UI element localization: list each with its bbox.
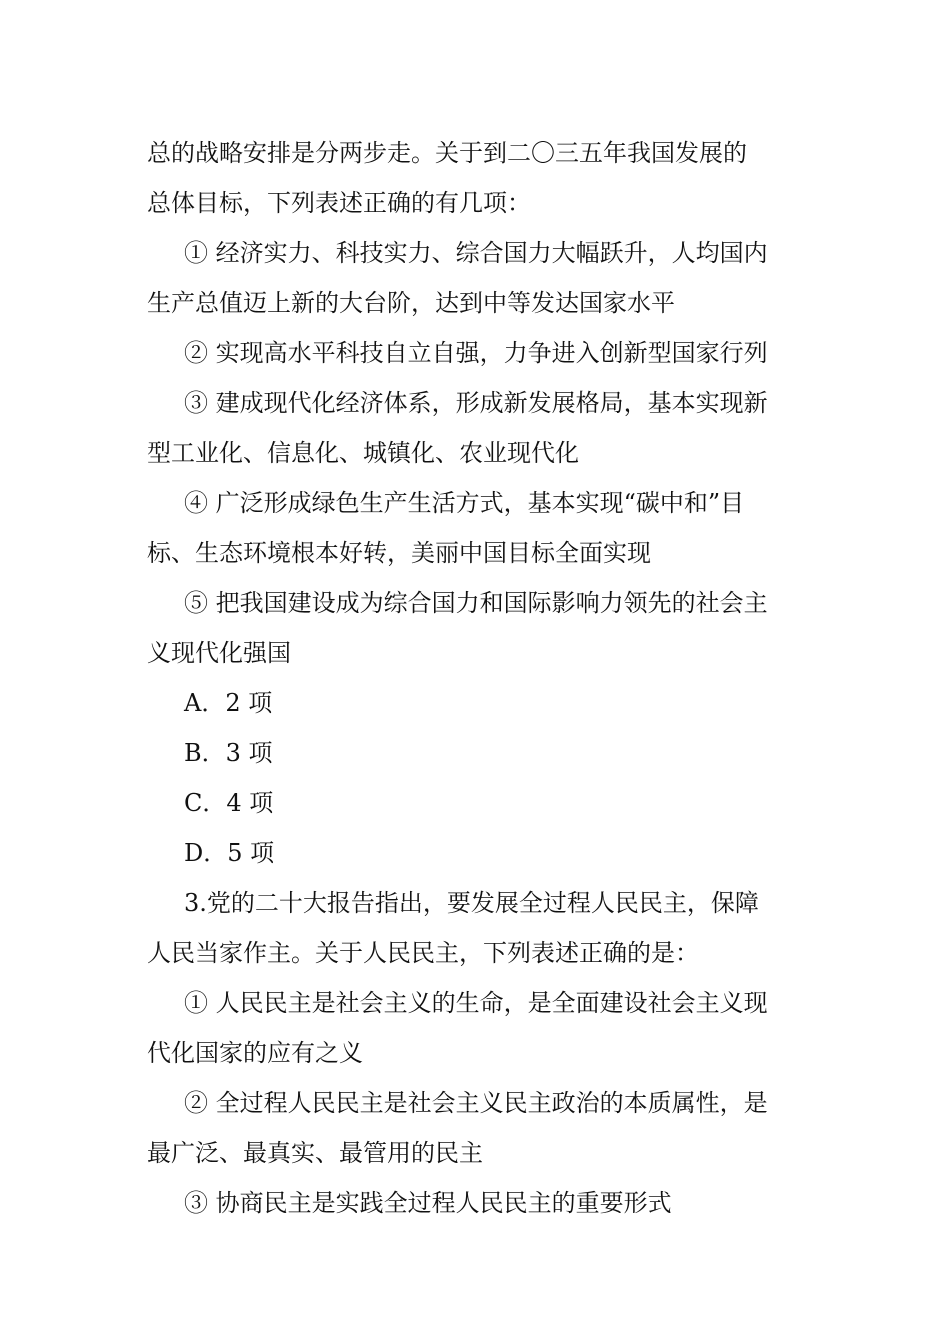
q2-item-1-line-1: ① 经济实力、科技实力、综合国力大幅跃升，人均国内 [184, 239, 768, 267]
q3-item-2-line-1: ② 全过程人民民主是社会主义民主政治的本质属性，是 [184, 1089, 768, 1117]
q3-item-1-line-1: ① 人民民主是社会主义的生命，是全面建设社会主义现 [184, 989, 768, 1017]
q3-stem-line-2: 人民当家作主。关于人民民主，下列表述正确的是： [147, 939, 699, 967]
q2-option-d: D．5 项 [184, 839, 275, 867]
q2-item-5-line-1: ⑤ 把我国建设成为综合国力和国际影响力领先的社会主 [184, 589, 768, 617]
q2-option-b: B．3 项 [184, 739, 273, 767]
q2-item-1-line-2: 生产总值迈上新的大台阶，达到中等发达国家水平 [147, 289, 675, 317]
q2-option-c: C．4 项 [184, 789, 274, 817]
q2-stem-line-1: 总的战略安排是分两步走。关于到二〇三五年我国发展的 [147, 139, 747, 167]
q2-item-4-line-2: 标、生态环境根本好转，美丽中国目标全面实现 [147, 539, 651, 567]
q2-stem-line-2: 总体目标，下列表述正确的有几项： [147, 189, 531, 217]
q2-item-5-line-2: 义现代化强国 [147, 639, 291, 667]
q3-item-1-line-2: 代化国家的应有之义 [147, 1039, 363, 1067]
q3-stem-line-1: 3.党的二十大报告指出，要发展全过程人民民主，保障 [184, 889, 759, 917]
q3-item-2-line-2: 最广泛、最真实、最管用的民主 [147, 1139, 483, 1167]
q2-item-4-line-1: ④ 广泛形成绿色生产生活方式，基本实现“碳中和”目 [184, 489, 745, 517]
q2-option-a: A．2 项 [184, 689, 273, 717]
q2-item-2-line-1: ② 实现高水平科技自立自强，力争进入创新型国家行列 [184, 339, 768, 367]
q2-item-3-line-2: 型工业化、信息化、城镇化、农业现代化 [147, 439, 579, 467]
q3-item-3-line-1: ③ 协商民主是实践全过程人民民主的重要形式 [184, 1189, 672, 1217]
q2-item-3-line-1: ③ 建成现代化经济体系，形成新发展格局，基本实现新 [184, 389, 768, 417]
document-body [147, 128, 817, 1228]
